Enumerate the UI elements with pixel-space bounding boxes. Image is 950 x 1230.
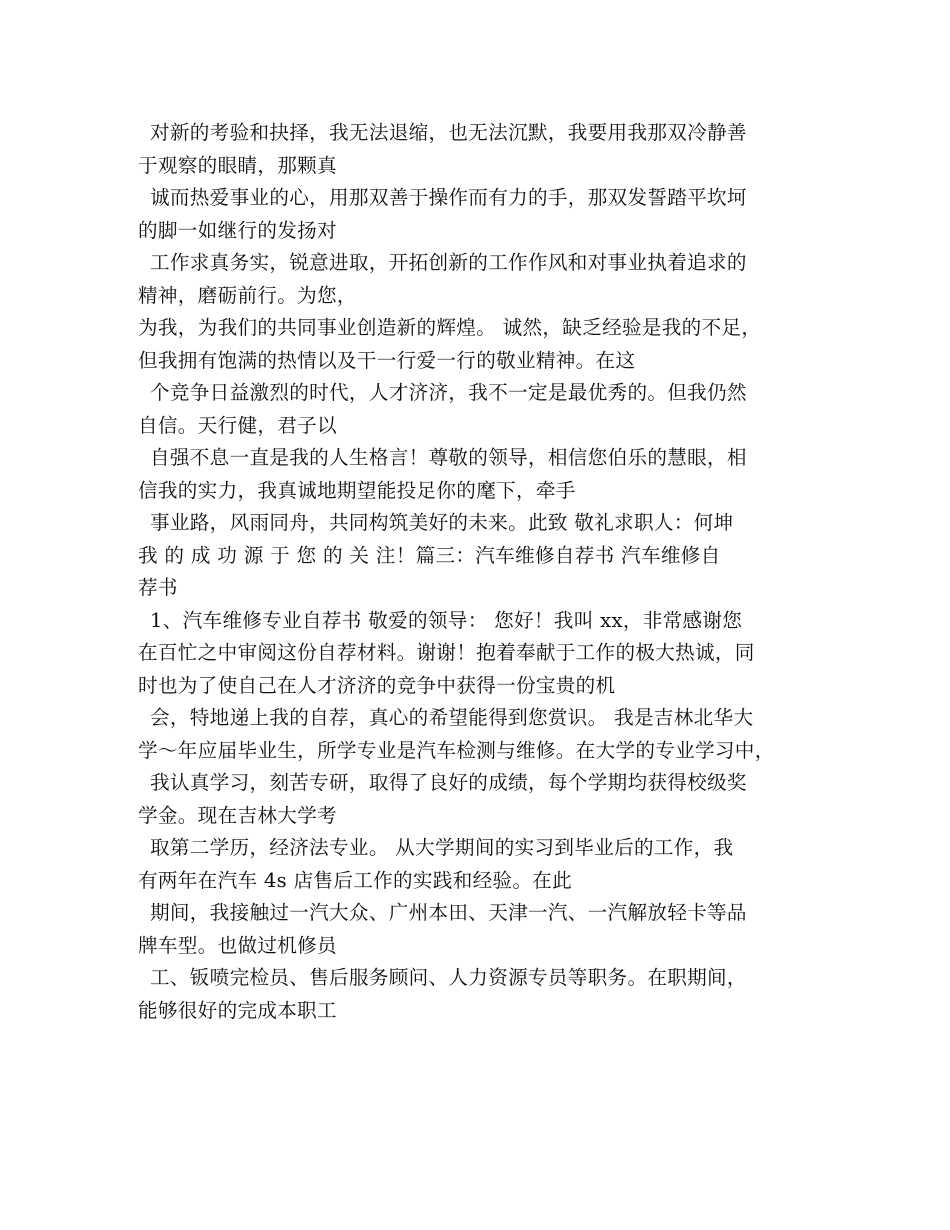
- text-line: 工作求真务实，锐意进取，开拓创新的工作作风和对事业执着追求的: [150, 251, 747, 274]
- text-line: 能够很好的完成本职工: [138, 998, 337, 1022]
- text-line: 的脚一如继行的发扬对: [138, 218, 337, 242]
- text-line: 自信。天行健，君子以: [138, 413, 337, 437]
- document-body: [138, 117, 818, 1027]
- text-line: 牌车型。也做过机修员: [138, 933, 337, 957]
- text-line: 1、汽车维修专业自荐书 敬爱的领导： 您好！我叫 xx，非常感谢您: [150, 608, 743, 632]
- text-line: 学金。现在吉林大学考: [138, 803, 337, 827]
- text-line: 荐书: [138, 576, 178, 599]
- text-line: 精神，磨砺前行。为您，: [138, 283, 357, 307]
- text-line: 工、钣喷完检员、售后服务顾问、人力资源专员等职务。在职期间，: [150, 966, 747, 989]
- text-line: 有两年在汽车 4s 店售后工作的实践和经验。在此: [138, 868, 573, 892]
- text-line: 对新的考验和抉择，我无法退缩，也无法沉默，我要用我那双冷静善: [150, 121, 747, 144]
- text-line: 学～年应届毕业生，所学专业是汽车检测与维修。在大学的专业学习中，: [138, 738, 775, 762]
- text-line: 于观察的眼睛，那颗真: [138, 153, 337, 177]
- text-line: 时也为了使自己在人才济济的竞争中获得一份宝贵的机: [138, 673, 616, 697]
- text-line: 在百忙之中审阅这份自荐材料。谢谢！抱着奉献于工作的极大热诚，同: [138, 641, 755, 664]
- text-line: 个竞争日益激烈的时代，人才济济，我不一定是最优秀的。但我仍然: [150, 381, 747, 404]
- text-line: 会，特地递上我的自荐，真心的希望能得到您赏识。 我是吉林北华大: [150, 706, 754, 729]
- text-line: 诚而热爱事业的心，用那双善于操作而有力的手，那双发誓踏平坎坷: [150, 186, 747, 209]
- text-line: 为我，为我们的共同事业创造新的辉煌。 诚然，缺乏经验是我的不足，: [138, 316, 762, 339]
- text-line: 事业路，风雨同舟，共同构筑美好的未来。此致 敬礼求职人：何坤: [150, 511, 734, 534]
- text-line: 自强不息一直是我的人生格言！尊敬的领导，相信您伯乐的慧眼，相: [150, 446, 747, 469]
- text-line: 我 的 成 功 源 于 您 的 关 注！篇三：汽车维修自荐书 汽车维修自: [138, 543, 721, 567]
- text-line: 取第二学历，经济法专业。 从大学期间的实习到毕业后的工作，我: [150, 836, 734, 859]
- text-line: 信我的实力，我真诚地期望能投足你的麾下，牵手: [138, 478, 576, 502]
- text-line: 期间，我接触过一汽大众、广州本田、天津一汽、一汽解放轻卡等品: [150, 901, 747, 924]
- text-line: 我认真学习，刻苦专研，取得了良好的成绩，每个学期均获得校级奖: [150, 771, 747, 794]
- text-line: 但我拥有饱满的热情以及干一行爱一行的敬业精神。在这: [138, 348, 636, 372]
